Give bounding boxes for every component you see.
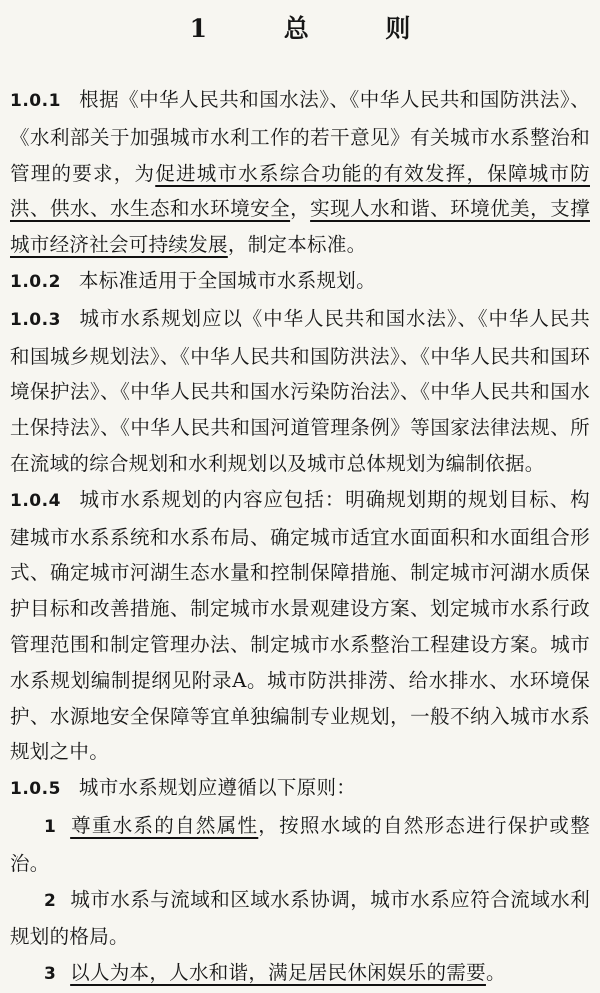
- clause-text: ，: [290, 197, 311, 221]
- underlined-text: 促进城市水系综合功能的有效发挥，保障城市防洪、供水、水生态和水环境安全: [10, 161, 590, 221]
- clause-paragraph: [10, 770, 590, 808]
- underlined-text: 尊重水系的自然属性: [70, 813, 259, 837]
- clause-1-0-4: [10, 482, 590, 770]
- clause-text: 城市水系规划应遵循以下原则：: [78, 776, 357, 800]
- principle-item: [10, 882, 590, 956]
- clause-text: ，制定本标准。: [227, 233, 367, 257]
- item-number: 3: [44, 964, 57, 985]
- item-number: 1: [44, 816, 57, 837]
- clause-number: 1.0.5: [10, 779, 61, 800]
- principle-item: [10, 808, 590, 882]
- clause-1-0-1: [10, 82, 590, 263]
- clause-text: 城市水系规划的内容应包括：明确规划期的规划目标、构建城市水系系统和水系布局、确定城市适宜水面面积和水面组合形式、确定城市河湖生态水量和控制保障措施、制定城市河湖水质保护目标和改善措施、制定城市水景观建设方案、划定城市水系行政管理范围和制定管理办法、制定城市水系整治工程建设方案。城市水系规划编制提纲见附录A。城市防洪排涝、给水排水、水环境保护、水源地安全保障等宜单独编制专业规划，一般不纳入城市水系规划之中。: [10, 487, 590, 764]
- underlined-text: 以人为本，人水和谐，满足居民休闲娱乐的需要: [70, 961, 486, 985]
- chapter-title: 1 总 则: [189, 14, 445, 43]
- item-text: 。: [485, 961, 506, 985]
- clause-paragraph: [10, 301, 590, 482]
- clause-1-0-2: [10, 263, 590, 301]
- clause-paragraph: [10, 263, 590, 301]
- clause-text: 城市水系规划应以《中华人民共和国水法》、《中华人民共和国城乡规划法》、《中华人民共和国防洪法》、《中华人民共和国环境保护法》、《中华人民共和国水污染防治法》、《中华人民共和国水土保持法》、《中华人民共和国河道管理条例》等国家法律法规、所在流域的综合规划和水利规划以及城市总体规划为编制依据。: [10, 306, 590, 475]
- underlined-text: 实现人水和谐、环境优美，支撑城市经济社会可持续发展: [10, 197, 590, 257]
- clause-paragraph: [10, 82, 590, 263]
- clause-text: 本标准适用于全国城市水系规划。: [78, 268, 376, 292]
- item-text: 城市水系与流域和区域水系协调，城市水系应符合流域水利规划的格局。: [10, 887, 590, 949]
- item-number: 2: [44, 890, 57, 911]
- principle-item: [10, 955, 590, 993]
- clause-1-0-5: [10, 770, 590, 993]
- clause-1-0-3: [10, 301, 590, 482]
- clause-number: 1.0.3: [10, 309, 61, 330]
- item-text: ，按照水域的自然形态进行保护或整治。: [10, 813, 590, 875]
- clause-paragraph: [10, 482, 590, 770]
- clause-number: 1.0.1: [10, 91, 61, 111]
- clause-text: 根据《中华人民共和国水法》、《中华人民共和国防洪法》、《水利部关于加强城市水利工作的若干意见》有关城市水系整治和管理的要求，为: [10, 88, 590, 185]
- clause-number: 1.0.2: [10, 271, 61, 292]
- clause-number: 1.0.4: [10, 490, 61, 511]
